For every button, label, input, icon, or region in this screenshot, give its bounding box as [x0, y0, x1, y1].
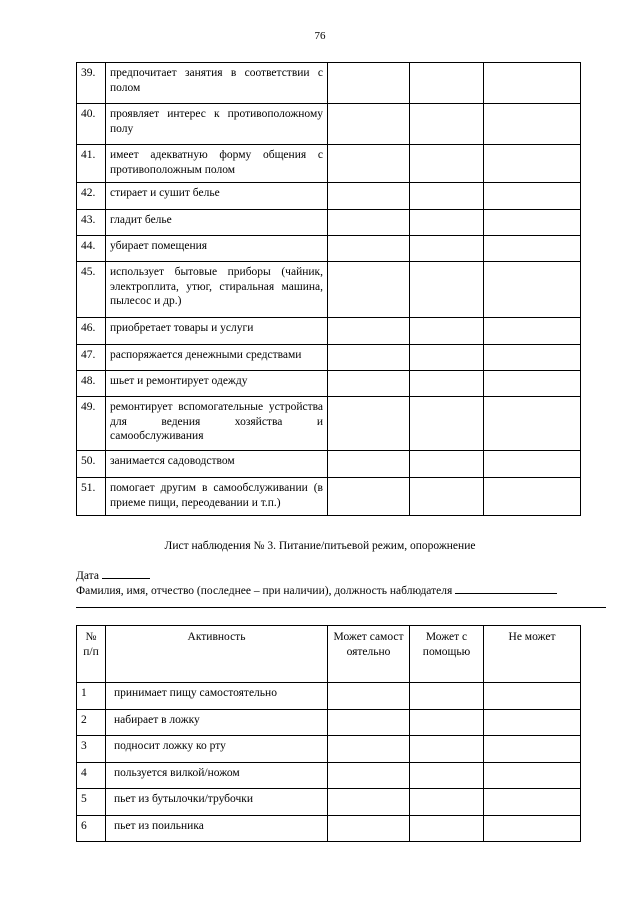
table-row	[77, 104, 581, 145]
independent-cell[interactable]	[328, 451, 410, 478]
independent-cell[interactable]	[328, 210, 410, 236]
independent-cell[interactable]	[328, 397, 410, 451]
cannot-cell[interactable]	[484, 345, 581, 371]
cannot-cell[interactable]	[484, 451, 581, 478]
row-activity: проявляет интерес к противоположному полу	[106, 104, 328, 145]
row-number: 2	[77, 710, 106, 736]
with-help-cell[interactable]	[410, 397, 484, 451]
cannot-cell[interactable]	[484, 710, 581, 736]
with-help-cell[interactable]	[410, 345, 484, 371]
observation-table-1	[76, 62, 581, 516]
with-help-cell[interactable]	[410, 789, 484, 816]
row-number: 5	[77, 789, 106, 816]
row-number: 50.	[77, 451, 106, 478]
row-number: 43.	[77, 210, 106, 236]
with-help-cell[interactable]	[410, 710, 484, 736]
with-help-cell[interactable]	[410, 183, 484, 210]
header-activity: Активность	[106, 626, 328, 683]
cannot-cell[interactable]	[484, 816, 581, 842]
independent-cell[interactable]	[328, 736, 410, 763]
row-number: 48.	[77, 371, 106, 397]
table-row	[77, 262, 581, 318]
row-activity: приобретает товары и услуги	[106, 318, 328, 345]
table-row	[77, 63, 581, 104]
row-number: 46.	[77, 318, 106, 345]
independent-cell[interactable]	[328, 763, 410, 789]
cannot-cell[interactable]	[484, 236, 581, 262]
independent-cell[interactable]	[328, 183, 410, 210]
observer-label: Фамилия, имя, отчество (последнее – при наличии), должность наблюдателя	[76, 585, 453, 597]
observer-line	[76, 583, 557, 597]
table-row	[77, 145, 581, 183]
cannot-cell[interactable]	[484, 763, 581, 789]
table-row	[77, 397, 581, 451]
table-row	[77, 683, 581, 710]
table-row	[77, 371, 581, 397]
table-row	[77, 478, 581, 516]
independent-cell[interactable]	[328, 236, 410, 262]
row-activity: принимает пищу самостоятельно	[106, 683, 328, 710]
row-activity: гладит белье	[106, 210, 328, 236]
header-num: № п/п	[77, 626, 106, 683]
independent-cell[interactable]	[328, 816, 410, 842]
row-number: 39.	[77, 63, 106, 104]
table-row	[77, 210, 581, 236]
independent-cell[interactable]	[328, 145, 410, 183]
row-number: 42.	[77, 183, 106, 210]
independent-cell[interactable]	[328, 104, 410, 145]
independent-cell[interactable]	[328, 318, 410, 345]
with-help-cell[interactable]	[410, 210, 484, 236]
table-row	[77, 736, 581, 763]
table2-header-row	[77, 626, 581, 683]
independent-cell[interactable]	[328, 345, 410, 371]
header-independent: Может самостоятельно	[328, 626, 410, 683]
independent-cell[interactable]	[328, 683, 410, 710]
observer-blank	[455, 583, 557, 594]
row-activity: занимается садоводством	[106, 451, 328, 478]
cannot-cell[interactable]	[484, 262, 581, 318]
row-activity: пьет из бутылочки/трубочки	[106, 789, 328, 816]
table-row	[77, 816, 581, 842]
observation-table-2	[76, 625, 581, 842]
with-help-cell[interactable]	[410, 451, 484, 478]
table-row	[77, 789, 581, 816]
table-row	[77, 318, 581, 345]
independent-cell[interactable]	[328, 478, 410, 516]
row-activity: помогает другим в самообслуживании (в приеме пищи, переодевании и т.п.)	[106, 478, 328, 516]
cannot-cell[interactable]	[484, 789, 581, 816]
with-help-cell[interactable]	[410, 63, 484, 104]
header-cannot: Не может	[484, 626, 581, 683]
with-help-cell[interactable]	[410, 318, 484, 345]
with-help-cell[interactable]	[410, 763, 484, 789]
table-row	[77, 183, 581, 210]
row-number: 1	[77, 683, 106, 710]
independent-cell[interactable]	[328, 262, 410, 318]
row-activity: пользуется вилкой/ножом	[106, 763, 328, 789]
table-row	[77, 345, 581, 371]
row-number: 49.	[77, 397, 106, 451]
row-number: 3	[77, 736, 106, 763]
cannot-cell[interactable]	[484, 63, 581, 104]
with-help-cell[interactable]	[410, 371, 484, 397]
with-help-cell[interactable]	[410, 736, 484, 763]
table-row	[77, 710, 581, 736]
independent-cell[interactable]	[328, 371, 410, 397]
date-line	[76, 568, 150, 582]
row-activity: стирает и сушит белье	[106, 183, 328, 210]
row-number: 41.	[77, 145, 106, 183]
header-with-help: Может с помощью	[410, 626, 484, 683]
row-activity: пьет из поильника	[106, 816, 328, 842]
independent-cell[interactable]	[328, 63, 410, 104]
row-number: 51.	[77, 478, 106, 516]
row-activity: использует бытовые приборы (чайник, электроплита, утюг, стиральная машина, пылесос и др.)	[106, 262, 328, 318]
page-number: 76	[314, 30, 326, 42]
observer-continuation-line	[76, 607, 606, 608]
independent-cell[interactable]	[328, 710, 410, 736]
cannot-cell[interactable]	[484, 318, 581, 345]
row-number: 40.	[77, 104, 106, 145]
cannot-cell[interactable]	[484, 736, 581, 763]
row-activity: набирает в ложку	[106, 710, 328, 736]
row-number: 47.	[77, 345, 106, 371]
cannot-cell[interactable]	[484, 683, 581, 710]
row-activity: ремонтирует вспомогательные устройства для ведения хозяйства и самообслуживания	[106, 397, 328, 451]
with-help-cell[interactable]	[410, 816, 484, 842]
row-activity: имеет адекватную форму общения с противоположным полом	[106, 145, 328, 183]
row-activity: распоряжается денежными средствами	[106, 345, 328, 371]
table-row	[77, 451, 581, 478]
row-activity: подносит ложку ко рту	[106, 736, 328, 763]
row-number: 44.	[77, 236, 106, 262]
table-row	[77, 763, 581, 789]
row-activity: предпочитает занятия в соответствии с полом	[106, 63, 328, 104]
date-label: Дата	[76, 570, 99, 582]
row-number: 6	[77, 816, 106, 842]
with-help-cell[interactable]	[410, 683, 484, 710]
with-help-cell[interactable]	[410, 145, 484, 183]
cannot-cell[interactable]	[484, 210, 581, 236]
cannot-cell[interactable]	[484, 397, 581, 451]
with-help-cell[interactable]	[410, 262, 484, 318]
cannot-cell[interactable]	[484, 104, 581, 145]
row-activity: убирает помещения	[106, 236, 328, 262]
cannot-cell[interactable]	[484, 478, 581, 516]
row-number: 45.	[77, 262, 106, 318]
row-activity: шьет и ремонтирует одежду	[106, 371, 328, 397]
date-blank	[102, 568, 150, 579]
cannot-cell[interactable]	[484, 145, 581, 183]
table-row	[77, 236, 581, 262]
cannot-cell[interactable]	[484, 183, 581, 210]
sheet-title: Лист наблюдения № 3. Питание/питьевой режим, опорожнение	[164, 540, 476, 552]
with-help-cell[interactable]	[410, 478, 484, 516]
with-help-cell[interactable]	[410, 104, 484, 145]
independent-cell[interactable]	[328, 789, 410, 816]
row-number: 4	[77, 763, 106, 789]
with-help-cell[interactable]	[410, 236, 484, 262]
cannot-cell[interactable]	[484, 371, 581, 397]
